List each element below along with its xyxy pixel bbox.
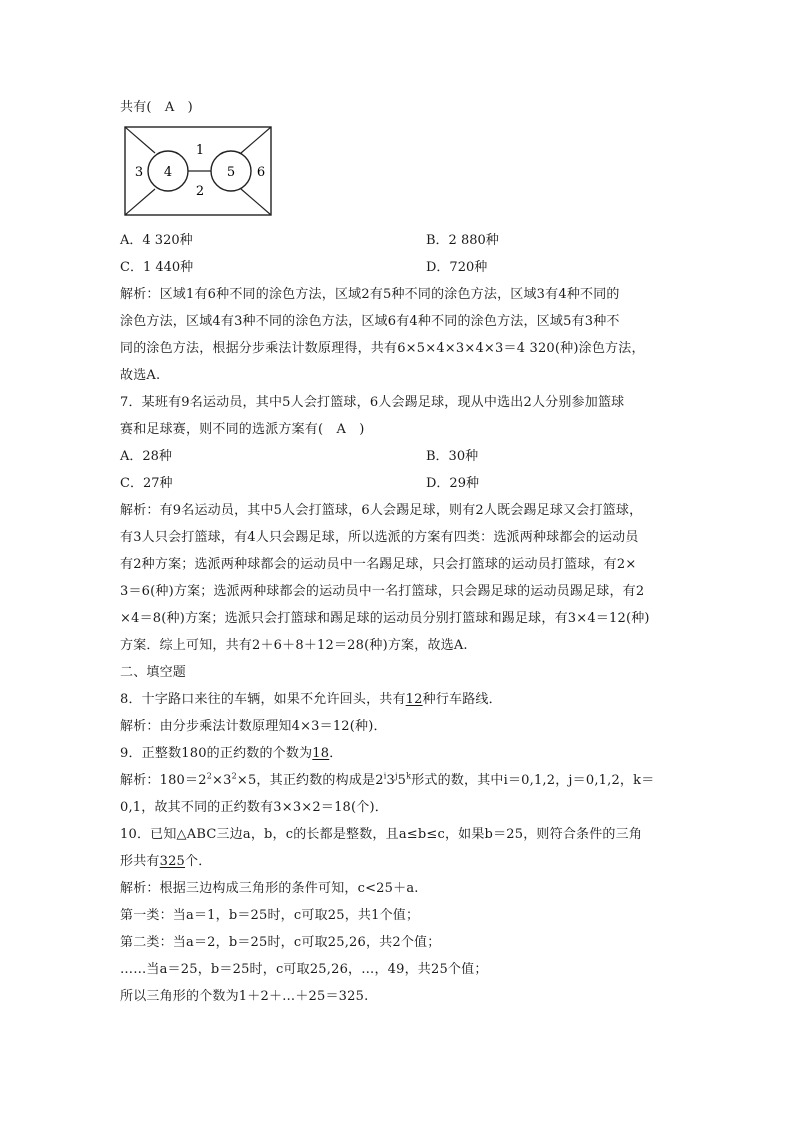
q7-analysis-line: ×4＝8(种)方案；选派只会打篮球和踢足球的运动员分别打篮球和踢足球，有3×4＝12(种)	[120, 611, 650, 626]
q8-analysis: 解析：由分步乘法计数原理知4×3＝12(种)．	[120, 719, 387, 734]
q9-base: 5	[397, 773, 407, 788]
q7-stem-line: 赛和足球赛，则不同的选派方案有( A )	[120, 422, 365, 437]
q7-option-b: B．30种	[426, 449, 479, 464]
region-label-5: 5	[226, 165, 236, 180]
q10-stem-line-2	[120, 848, 680, 875]
q9-analysis-line-1	[120, 767, 680, 794]
q8-answer: 12	[405, 692, 423, 707]
q10-analysis-line: ……当a＝25，b＝25时，c可取25,26，…，49，共25个值；	[120, 962, 488, 977]
region-label-4: 4	[163, 165, 173, 180]
q10-analysis-line: 所以三角形的个数为1＋2＋…＋25＝325.	[120, 989, 369, 1004]
q8-stem-post: 种行车路线．	[422, 692, 502, 707]
q10-analysis-line: 第一类：当a＝1，b＝25时，c可取25，共1个值；	[120, 908, 420, 923]
q7-analysis-line: 有2种方案；选派两种球都会的运动员中一名踢足球，只会打篮球的运动员打篮球，有2×	[120, 557, 637, 572]
q6-analysis-line: 同的涂色方法，根据分步乘法计数原理得，共有6×5×4×3×4×3＝4 320(种)涂色方法，	[120, 341, 645, 356]
diagonal-top-left	[125, 127, 155, 153]
q6-analysis-line: 故选A.	[120, 368, 161, 383]
q9-stem-pre: 9．正整数180的正约数的个数为	[120, 746, 313, 761]
region-label-1: 1	[195, 143, 205, 158]
q9-stem	[120, 740, 680, 767]
q9-analysis-part: ×3	[211, 773, 232, 788]
q9-exponent: 2	[231, 771, 237, 781]
q7-stem-line: 7．某班有9名运动员，其中5人会打篮球，6人会踢足球，现从中选出2人分别参加篮球	[120, 395, 625, 410]
q7-options-row-1	[120, 443, 680, 470]
q9-exponent: 2	[206, 771, 212, 781]
q10-stem-pre: 形共有	[120, 854, 160, 869]
q9-answer: 18	[312, 746, 330, 761]
q7-option-d: D．29种	[426, 476, 479, 491]
region-label-6: 6	[256, 165, 266, 180]
q10-answer: 325	[159, 854, 186, 869]
q6-options-row-2	[120, 254, 680, 281]
q6-options-row-1	[120, 227, 680, 254]
q9-exponent: k	[406, 771, 412, 781]
q6-analysis-line: 涂色方法，区域4有3种不同的涂色方法，区域6有4种不同的涂色方法，区域5有3种不	[120, 314, 620, 329]
section-heading-fill-in: 二、填空题	[120, 665, 187, 680]
q8-stem-pre: 8．十字路口来往的车辆，如果不允许回头，共有	[120, 692, 406, 707]
q6-option-d: D．720种	[426, 260, 488, 275]
q6-option-b: B．2 880种	[426, 233, 499, 248]
q7-analysis-line: 方案．综上可知，共有2＋6＋8＋12＝28(种)方案，故选A.	[120, 638, 468, 653]
q6-analysis-line: 解析：区域1有6种不同的涂色方法，区域2有5种不同的涂色方法，区域3有4种不同的	[120, 287, 620, 302]
q9-analysis-part: 形式的数，其中i＝0,1,2，j＝0,1,2，k＝	[411, 773, 655, 788]
q6-stem-tail: 共有( A )	[120, 100, 193, 115]
q7-analysis-line: 3＝6(种)方案；选派两种球都会的运动员中一名打篮球，只会踢足球的运动员踢足球，有2	[120, 584, 645, 599]
q7-options-row-2	[120, 470, 680, 497]
region-label-2: 2	[195, 184, 205, 199]
q8-stem	[120, 686, 680, 713]
q9-exponent: i	[383, 771, 387, 781]
document-page	[120, 94, 680, 1010]
q10-analysis-line: 解析：根据三边构成三角形的条件可知，c<25＋a.	[120, 881, 419, 896]
coloring-regions-diagram	[123, 125, 273, 217]
q10-stem-post: 个．	[185, 854, 212, 869]
q9-analysis-part: 解析：180＝2	[120, 773, 207, 788]
q9-stem-post: ．	[329, 746, 343, 761]
q10-analysis-line: 第二类：当a＝2，b＝25时，c可取25,26，共2个值；	[120, 935, 441, 950]
q7-option-c: C．27种	[120, 476, 173, 491]
q6-option-c: C．1 440种	[120, 260, 194, 275]
q6-figure	[123, 125, 680, 219]
q9-exponent: j	[394, 771, 398, 781]
q7-option-a: A．28种	[120, 449, 172, 464]
q9-base: 3	[386, 773, 395, 788]
q9-analysis-part: ×5，其正约数的构成是2	[236, 773, 384, 788]
diagonal-bottom-left	[125, 189, 155, 215]
diagonal-bottom-right	[241, 189, 271, 215]
diagonal-top-right	[241, 127, 271, 153]
region-label-3: 3	[134, 165, 144, 180]
q7-analysis-line: 解析：有9名运动员，其中5人会打篮球，6人会踢足球，则有2人既会踢足球又会打篮球，	[120, 503, 643, 518]
q10-stem-line-1: 10．已知△ABC三边a，b，c的长都是整数，且a≤b≤c，如果b＝25，则符合条件的三角	[120, 827, 643, 842]
q9-analysis-line-2: 0,1，故其不同的正约数有3×3×2＝18(个)．	[120, 800, 388, 815]
q7-analysis-line: 有3人只会打篮球，有4人只会踢足球，所以选派的方案有四类：选派两种球都会的运动员	[120, 530, 639, 545]
q6-option-a: A．4 320种	[120, 233, 193, 248]
